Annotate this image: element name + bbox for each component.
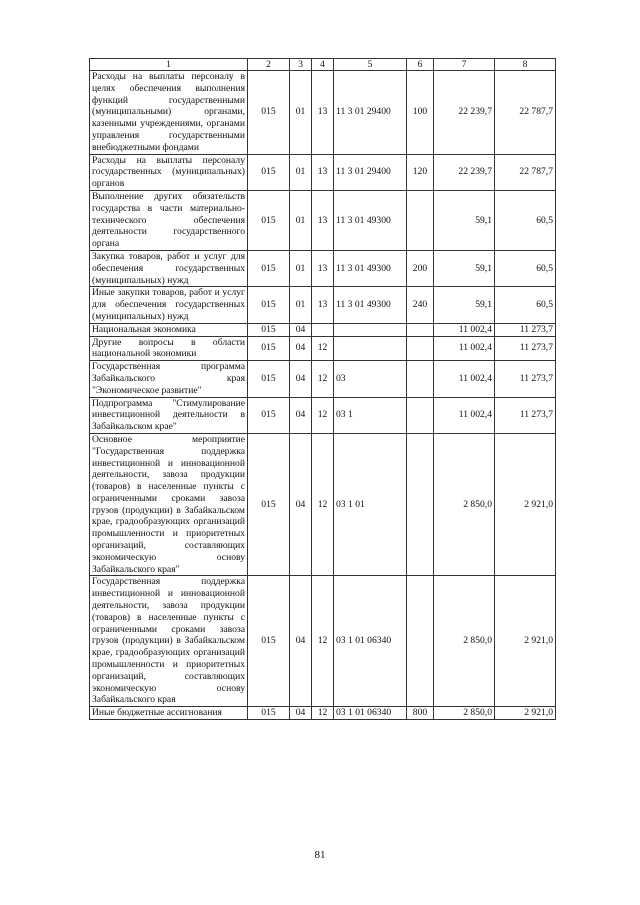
- column-header: 1: [90, 59, 248, 71]
- cell-ministry-code: 015: [248, 361, 290, 397]
- column-header: 8: [495, 59, 556, 71]
- row-description: Национальная экономика: [90, 323, 248, 336]
- cell-target-article: 03: [334, 361, 407, 397]
- cell-expense-type: 200: [407, 250, 434, 286]
- cell-target-article: 11 3 01 29400: [334, 71, 407, 155]
- cell-amount-year-2: 11 273,7: [495, 336, 556, 361]
- cell-ministry-code: 015: [248, 71, 290, 155]
- cell-ministry-code: 015: [248, 397, 290, 433]
- cell-expense-type: [407, 397, 434, 433]
- cell-amount-year-1: 22 239,7: [434, 154, 495, 190]
- cell-amount-year-1: 11 002,4: [434, 397, 495, 433]
- cell-expense-type: [407, 323, 434, 336]
- table-row: [90, 154, 556, 190]
- cell-section: 04: [290, 397, 312, 433]
- cell-expense-type: 800: [407, 707, 434, 720]
- cell-expense-type: 120: [407, 154, 434, 190]
- cell-ministry-code: 015: [248, 190, 290, 250]
- row-description: Иные бюджетные ассигнования: [90, 707, 248, 720]
- cell-ministry-code: 015: [248, 154, 290, 190]
- table-row: [90, 433, 556, 576]
- cell-target-article: 03 1 01 06340: [334, 576, 407, 707]
- cell-ministry-code: 015: [248, 707, 290, 720]
- cell-amount-year-1: 59,1: [434, 250, 495, 286]
- cell-expense-type: 100: [407, 71, 434, 155]
- cell-amount-year-1: 59,1: [434, 287, 495, 323]
- cell-subsection: 12: [312, 433, 334, 576]
- cell-subsection: 12: [312, 361, 334, 397]
- cell-amount-year-2: 11 273,7: [495, 397, 556, 433]
- cell-expense-type: 240: [407, 287, 434, 323]
- cell-amount-year-1: 2 850,0: [434, 433, 495, 576]
- cell-section: 04: [290, 361, 312, 397]
- cell-amount-year-2: 60,5: [495, 250, 556, 286]
- cell-target-article: 03 1 01: [334, 433, 407, 576]
- cell-target-article: [334, 323, 407, 336]
- cell-expense-type: [407, 433, 434, 576]
- cell-expense-type: [407, 576, 434, 707]
- cell-ministry-code: 015: [248, 336, 290, 361]
- cell-amount-year-2: 2 921,0: [495, 707, 556, 720]
- cell-amount-year-2: 11 273,7: [495, 361, 556, 397]
- cell-subsection: 12: [312, 576, 334, 707]
- cell-subsection: 12: [312, 397, 334, 433]
- table-row: [90, 190, 556, 250]
- cell-amount-year-2: 22 787,7: [495, 154, 556, 190]
- column-header: 7: [434, 59, 495, 71]
- cell-section: 01: [290, 250, 312, 286]
- cell-section: 04: [290, 323, 312, 336]
- cell-subsection: [312, 323, 334, 336]
- table-row: [90, 361, 556, 397]
- cell-amount-year-1: 22 239,7: [434, 71, 495, 155]
- cell-target-article: 03 1: [334, 397, 407, 433]
- page-number: 81: [314, 849, 326, 861]
- cell-amount-year-2: 11 273,7: [495, 323, 556, 336]
- table-row: [90, 250, 556, 286]
- cell-section: 01: [290, 71, 312, 155]
- cell-amount-year-1: 59,1: [434, 190, 495, 250]
- cell-subsection: 13: [312, 190, 334, 250]
- row-description: Основное мероприятие "Государственная поддержка инвестиционной и инновационной деятельности, завоза продукции (товаров) в населенные пункты с ограниченными сроками завоза грузов (продукции) в Забайкальском крае, градообразующих организаций промышленности и приоритетных организаций, составляющих экономическую основу Забайкальского края": [90, 433, 248, 576]
- cell-amount-year-2: 2 921,0: [495, 433, 556, 576]
- cell-amount-year-2: 22 787,7: [495, 71, 556, 155]
- cell-amount-year-2: 2 921,0: [495, 576, 556, 707]
- cell-amount-year-1: 11 002,4: [434, 361, 495, 397]
- cell-expense-type: [407, 361, 434, 397]
- column-header: 3: [290, 59, 312, 71]
- cell-subsection: 12: [312, 707, 334, 720]
- table-row: [90, 707, 556, 720]
- table-row: [90, 71, 556, 155]
- cell-amount-year-1: 11 002,4: [434, 323, 495, 336]
- cell-ministry-code: 015: [248, 323, 290, 336]
- cell-expense-type: [407, 336, 434, 361]
- cell-section: 01: [290, 190, 312, 250]
- row-description: Иные закупки товаров, работ и услуг для обеспечения государственных (муниципальных) нужд: [90, 287, 248, 323]
- cell-subsection: 13: [312, 250, 334, 286]
- column-header: 2: [248, 59, 290, 71]
- cell-target-article: 03 1 01 06340: [334, 707, 407, 720]
- cell-amount-year-1: 2 850,0: [434, 576, 495, 707]
- table-row: [90, 287, 556, 323]
- cell-section: 04: [290, 707, 312, 720]
- cell-section: 01: [290, 287, 312, 323]
- row-description: Другие вопросы в области национальной экономики: [90, 336, 248, 361]
- cell-subsection: 12: [312, 336, 334, 361]
- cell-subsection: 13: [312, 154, 334, 190]
- cell-ministry-code: 015: [248, 287, 290, 323]
- cell-section: 04: [290, 433, 312, 576]
- cell-target-article: 11 3 01 29400: [334, 154, 407, 190]
- budget-table: [89, 58, 556, 720]
- cell-subsection: 13: [312, 287, 334, 323]
- cell-target-article: 11 3 01 49300: [334, 190, 407, 250]
- table-row: [90, 397, 556, 433]
- cell-amount-year-2: 60,5: [495, 190, 556, 250]
- cell-ministry-code: 015: [248, 576, 290, 707]
- table-row: [90, 576, 556, 707]
- row-description: Закупка товаров, работ и услуг для обеспечения государственных (муниципальных) нужд: [90, 250, 248, 286]
- column-header: 5: [334, 59, 407, 71]
- cell-expense-type: [407, 190, 434, 250]
- cell-amount-year-1: 2 850,0: [434, 707, 495, 720]
- cell-ministry-code: 015: [248, 433, 290, 576]
- cell-amount-year-2: 60,5: [495, 287, 556, 323]
- table-row: [90, 323, 556, 336]
- cell-section: 01: [290, 154, 312, 190]
- column-header: 6: [407, 59, 434, 71]
- cell-amount-year-1: 11 002,4: [434, 336, 495, 361]
- cell-section: 04: [290, 576, 312, 707]
- row-description: Расходы на выплаты персоналу государственных (муниципальных) органов: [90, 154, 248, 190]
- cell-section: 04: [290, 336, 312, 361]
- cell-target-article: 11 3 01 49300: [334, 287, 407, 323]
- row-description: Расходы на выплаты персоналу в целях обеспечения выполнения функций государственными (муниципальными) органами, казенными учреждениями, органами управления государственными внебюджетными фондами: [90, 71, 248, 155]
- row-description: Государственная программа Забайкальского края "Экономическое развитие": [90, 361, 248, 397]
- table-row: [90, 336, 556, 361]
- cell-ministry-code: 015: [248, 250, 290, 286]
- table-header-row: [90, 59, 556, 71]
- row-description: Выполнение других обязательств государства в части материально-технического обеспечения деятельности государственного органа: [90, 190, 248, 250]
- cell-target-article: 11 3 01 49300: [334, 250, 407, 286]
- cell-target-article: [334, 336, 407, 361]
- row-description: Государственная поддержка инвестиционной и инновационной деятельности, завоза продукции (товаров) в населенные пункты с ограниченными сроками завоза грузов (продукции) в Забайкальском крае, градообразующих организаций промышленности и приоритетных организаций, составляющих экономическую основу Забайкальского края: [90, 576, 248, 707]
- cell-subsection: 13: [312, 71, 334, 155]
- row-description: Подпрограмма "Стимулирование инвестиционной деятельности в Забайкальском крае": [90, 397, 248, 433]
- column-header: 4: [312, 59, 334, 71]
